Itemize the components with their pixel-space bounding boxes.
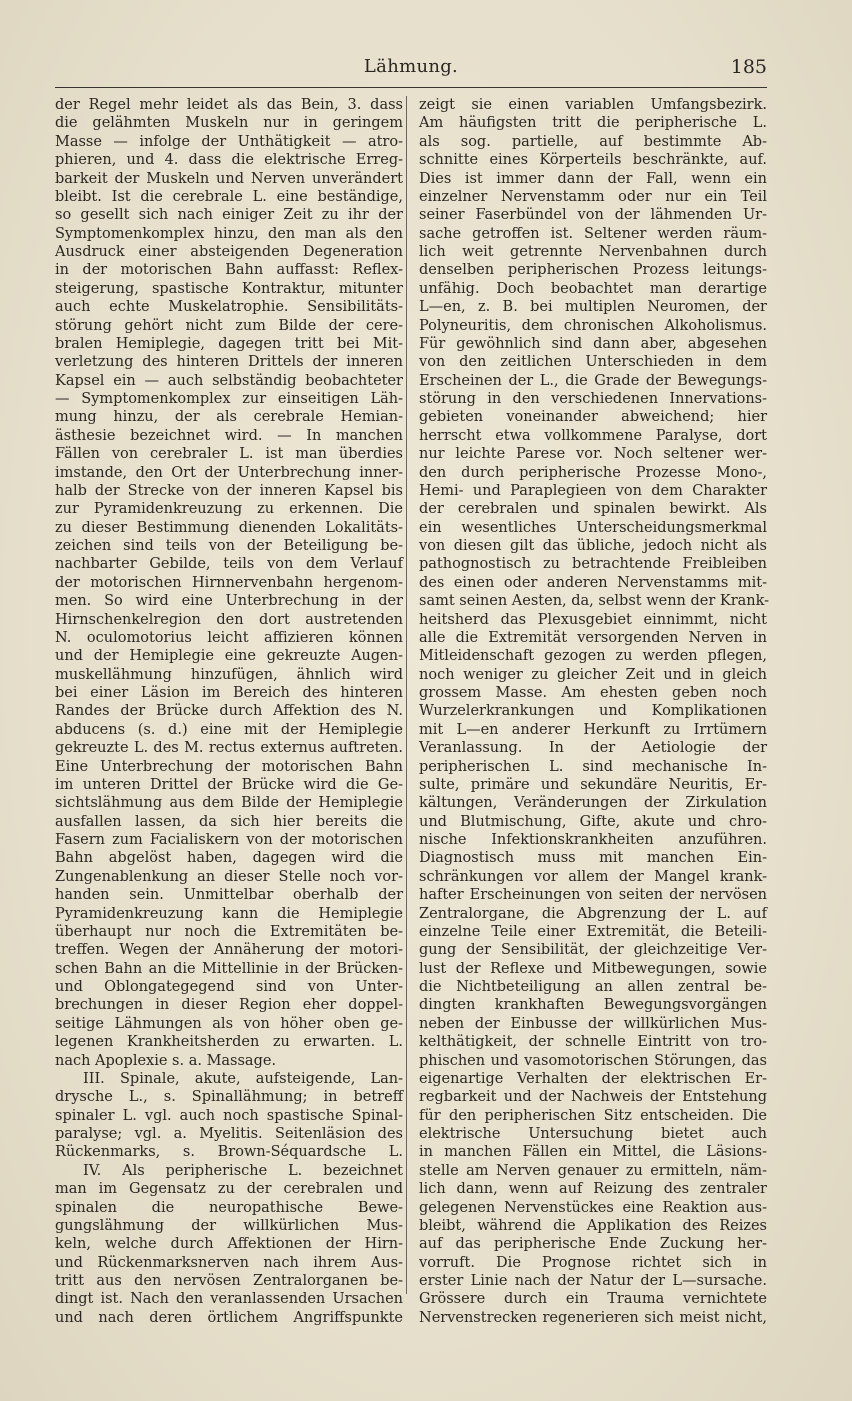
text-line: L—en, z. B. bei multiplen Neuromen, der (419, 299, 767, 316)
text-line: störung gehört nicht zum Bilde der cere- (55, 317, 403, 334)
text-line: drysche L., s. Spinallähmung; in betreff (55, 1089, 403, 1106)
text-line: verletzung des hinteren Drittels der inneren (55, 354, 403, 371)
text-line: dingt ist. Nach den veranlassenden Ursachen (55, 1291, 403, 1308)
text-line: Kapsel ein — auch selbständig beobachteter (55, 372, 403, 389)
text-line: man im Gegensatz zu der cerebralen und (55, 1181, 403, 1198)
text-line: bleibt, während die Applikation des Reizes (419, 1217, 767, 1234)
text-line: Hirnschenkelregion den dort austretenden (55, 611, 403, 628)
text-line: Zentralorgane, die Abgrenzung der L. auf (419, 905, 767, 922)
text-line: des einen oder anderen Nervenstamms mit- (419, 574, 767, 591)
text-line: eigenartige Verhalten der elektrischen Er- (419, 1070, 767, 1087)
page-header (55, 56, 767, 82)
left-column (55, 96, 403, 1327)
text-line: zeigt sie einen variablen Umfangsbezirk. (419, 97, 767, 113)
text-line: Eine Unterbrechung der motorischen Bahn (55, 758, 403, 775)
text-line: legenen Krankheitsherden zu erwarten. L. (55, 1034, 403, 1051)
text-line: III. Spinale, akute, aufsteigende, Lan- (83, 1070, 403, 1087)
text-line: lust der Reflexe und Mitbewegungen, sowie (419, 960, 767, 977)
text-line: bralen Hemiplegie, dagegen tritt bei Mit- (55, 335, 403, 352)
text-line: grossem Masse. Am ehesten geben noch (419, 685, 767, 701)
text-line: Pyramidenkreuzung kann die Hemiplegie (55, 905, 403, 922)
header-rule (55, 87, 767, 88)
text-line: zeichen sind teils von der Beteiligung be- (55, 538, 403, 554)
text-line: im unteren Drittel der Brücke wird die Ge- (55, 776, 403, 793)
text-line: steigerung, spastische Kontraktur, mitunter (55, 280, 403, 297)
text-line: gung der Sensibilität, der gleichzeitige Ver- (419, 942, 767, 959)
text-line: in manchen Fällen ein Mittel, die Läsions- (419, 1144, 767, 1161)
text-line: spinalen die neuropathische Bewe- (55, 1199, 403, 1216)
text-line: gebieten voneinander abweichend; hier (419, 409, 767, 426)
text-line: bei einer Läsion im Bereich des hinteren (55, 685, 403, 701)
text-line: lich dann, wenn auf Reizung des zentraler (419, 1181, 767, 1198)
running-head: Lähmung. (363, 56, 459, 77)
text-line: hafter Erscheinungen von seiten der nervösen (419, 887, 767, 904)
text-line: sulte, primäre und sekundäre Neuritis, Er- (419, 776, 767, 793)
text-line: seitige Lähmungen als von höher oben ge- (55, 1015, 403, 1032)
text-line: Nervenstrecken regenerieren sich meist nicht, (419, 1309, 767, 1326)
text-line: halb der Strecke von der inneren Kapsel bis (55, 482, 403, 499)
text-line: einzelne Teile einer Extremität, die Beteili- (419, 923, 767, 940)
text-line: zu dieser Bestimmung dienenden Lokalitäts- (55, 519, 403, 536)
text-line: brechungen in dieser Region eher doppel- (55, 997, 403, 1014)
text-line: — Symptomenkomplex zur einseitigen Läh- (55, 391, 403, 407)
text-line: der cerebralen und spinalen bewirkt. Als (419, 501, 767, 518)
text-line: und Blutmischung, Gifte, akute und chro- (419, 813, 767, 830)
text-line: sache getroffen ist. Seltener werden räum- (419, 225, 767, 242)
text-line: gekreuzte L. des M. rectus externus auftreten. (55, 740, 403, 757)
text-line: samt seinen Aesten, da, selbst wenn der Krank- (419, 593, 770, 610)
text-line: Grössere durch ein Trauma vernichtete (419, 1291, 767, 1308)
text-line: Veranlassung. In der Aetiologie der (419, 740, 767, 757)
text-line: heitsherd das Plexusgebiet einnimmt, nicht (419, 611, 767, 628)
text-line: zur Pyramidenkreuzung zu erkennen. Die (55, 501, 403, 518)
text-line: auf das peripherische Ende Zuckung her- (419, 1236, 767, 1253)
right-column (419, 96, 770, 1327)
text-line: nur leichte Parese vor. Noch seltener wer- (419, 446, 767, 463)
text-line: imstande, den Ort der Unterbrechung inner- (55, 464, 403, 481)
text-line: muskellähmung hinzufügen, ähnlich wird (55, 666, 403, 683)
text-line: noch weniger zu gleicher Zeit und in gleich (419, 666, 767, 683)
text-line: erster Linie nach der Natur der L—sursache. (419, 1273, 767, 1289)
text-line: auch echte Muskelatrophie. Sensibilitäts- (55, 299, 403, 316)
text-line: neben der Einbusse der willkürlichen Mus- (419, 1015, 767, 1032)
text-line: Wurzelerkrankungen und Komplikationen (419, 703, 767, 720)
text-line: seiner Faserbündel von der lähmenden Ur- (419, 207, 767, 224)
text-line: unfähig. Doch beobachtet man derartige (419, 280, 767, 297)
text-line: abducens (s. d.) eine mit der Hemiplegie (55, 721, 403, 738)
text-line: schränkungen vor allem der Mangel krank- (419, 868, 767, 885)
text-line: mit L—en anderer Herkunft zu Irrtümern (419, 721, 767, 738)
text-line: denselben peripherischen Prozess leitungs- (419, 262, 767, 279)
text-line: tritt aus den nervösen Zentralorganen be- (55, 1273, 403, 1289)
text-line: barkeit der Muskeln und Nerven unverändert (55, 170, 403, 187)
text-line: phieren, und 4. dass die elektrische Erreg- (55, 152, 403, 169)
text-line: Hemi- und Paraplegieen von dem Charakter (419, 482, 767, 499)
text-line: so gesellt sich nach einiger Zeit zu ihr der (55, 207, 403, 224)
text-line: kelthätigkeit, der schnelle Eintritt von tro- (419, 1034, 767, 1051)
text-line: Rückenmarks, s. Brown-Séquardsche L. (55, 1144, 403, 1161)
text-line: elektrische Untersuchung bietet auch (419, 1126, 767, 1142)
text-line: nach Apoplexie s. a. Massage. (55, 1052, 277, 1069)
text-line: schen Bahn an die Mittellinie in der Brücken- (55, 960, 403, 977)
text-line: gelegenen Nervenstückes eine Reaktion aus- (419, 1199, 767, 1216)
text-line: Polyneuritis, dem chronischen Alkoholismus. (419, 317, 767, 334)
text-line: lich weit getrennte Nervenbahnen durch (419, 244, 767, 260)
text-line: sichtslähmung aus dem Bilde der Hemiplegie (55, 795, 403, 812)
text-line: kältungen, Veränderungen der Zirkulation (419, 795, 767, 812)
text-line: pathognostisch zu betrachtende Freibleiben (419, 556, 767, 573)
text-line: N. oculomotorius leicht affizieren können (55, 629, 403, 646)
text-line: Erscheinen der L., die Grade der Bewegungs- (419, 372, 767, 389)
text-line: ästhesie bezeichnet wird. — In manchen (55, 427, 403, 444)
text-line: die gelähmten Muskeln nur in geringem (55, 115, 403, 132)
text-line: einzelner Nervenstamm oder nur ein Teil (419, 188, 767, 205)
text-line: Bahn abgelöst haben, dagegen wird die (55, 850, 403, 867)
text-line: treffen. Wegen der Annäherung der motori- (55, 942, 403, 959)
text-line: Masse — infolge der Unthätigkeit — atro- (55, 133, 403, 150)
text-line: Dies ist immer dann der Fall, wenn ein (419, 170, 767, 187)
text-line: für den peripherischen Sitz entscheiden. Die (419, 1107, 767, 1124)
text-line: Fällen von cerebraler L. ist man überdies (55, 446, 403, 463)
text-line: gungslähmung der willkürlichen Mus- (55, 1217, 403, 1234)
column-divider (406, 96, 407, 1294)
text-line: stelle am Nerven genauer zu ermitteln, näm- (419, 1162, 767, 1179)
text-line: Mitleidenschaft gezogen zu werden pflegen, (419, 648, 767, 665)
text-line: phischen und vasomotorischen Störungen, das (419, 1052, 767, 1069)
text-line: von diesen gilt das übliche, jedoch nicht als (419, 538, 767, 554)
text-line: spinaler L. vgl. auch noch spastische Spinal- (55, 1107, 403, 1124)
text-line: ein wesentliches Unterscheidungsmerkmal (419, 519, 767, 536)
text-line: als sog. partielle, auf bestimmte Ab- (419, 133, 767, 150)
text-line: Diagnostisch muss mit manchen Ein- (419, 850, 767, 867)
text-line: handen sein. Unmittelbar oberhalb der (55, 887, 403, 904)
text-line: regbarkeit und der Nachweis der Entstehung (419, 1089, 767, 1106)
text-line: überhaupt nur noch die Extremitäten be- (55, 923, 403, 940)
text-line: und Oblongategegend sind von Unter- (55, 979, 403, 995)
text-line: und nach deren örtlichem Angriffspunkte (55, 1309, 403, 1326)
text-line: men. So wird eine Unterbrechung in der (55, 593, 403, 610)
text-line: peripherischen L. sind mechanische In- (419, 758, 767, 775)
text-line: und der Hemiplegie eine gekreuzte Augen- (55, 648, 403, 665)
text-line: störung in den verschiedenen Innervations- (419, 391, 767, 407)
text-line: die Nichtbeteiligung an allen zentral be- (419, 979, 767, 995)
text-line: IV. Als peripherische L. bezeichnet (83, 1162, 403, 1179)
text-line: alle die Extremität versorgenden Nerven in (419, 629, 767, 646)
text-line: in der motorischen Bahn auffasst: Reflex- (55, 262, 403, 279)
text-line: herrscht etwa vollkommene Paralyse, dort (419, 427, 767, 444)
text-line: von den zeitlichen Unterschieden in dem (419, 354, 767, 371)
text-line: Ausdruck einer absteigenden Degeneration (55, 244, 403, 260)
text-line: Am häufigsten tritt die peripherische L. (419, 115, 767, 132)
text-line: mung hinzu, der als cerebrale Hemian- (55, 409, 403, 426)
text-line: nachbarter Gebilde, teils von dem Verlauf (55, 556, 403, 573)
text-line: der Regel mehr leidet als das Bein, 3. dass (55, 97, 403, 113)
text-line: Randes der Brücke durch Affektion des N. (55, 703, 403, 720)
page-number: 185 (730, 56, 767, 78)
text-line: Für gewöhnlich sind dann aber, abgesehen (419, 335, 767, 352)
text-line: ausfallen lassen, da sich hier bereits die (55, 813, 403, 830)
text-line: Symptomenkomplex hinzu, den man als den (55, 225, 403, 242)
text-line: vorruft. Die Prognose richtet sich in (419, 1254, 767, 1271)
text-line: Zungenablenkung an dieser Stelle noch vor- (55, 868, 403, 885)
text-line: den durch peripherische Prozesse Mono-, (419, 464, 767, 481)
text-line: Fasern zum Facialiskern von der motorischen (55, 832, 403, 848)
text-line: paralyse; vgl. a. Myelitis. Seitenläsion des (55, 1126, 403, 1142)
text-line: der motorischen Hirnnervenbahn hergenom- (55, 574, 403, 591)
text-line: schnitte eines Körperteils beschränkte, auf. (419, 152, 767, 169)
text-line: nische Infektionskrankheiten anzuführen. (419, 832, 767, 848)
text-line: keln, welche durch Affektionen der Hirn- (55, 1236, 403, 1253)
text-line: bleibt. Ist die cerebrale L. eine beständige, (55, 188, 403, 205)
text-line: und Rückenmarksnerven nach ihrem Aus- (55, 1254, 403, 1271)
text-line: dingten krankhaften Bewegungsvorgängen (419, 997, 767, 1014)
